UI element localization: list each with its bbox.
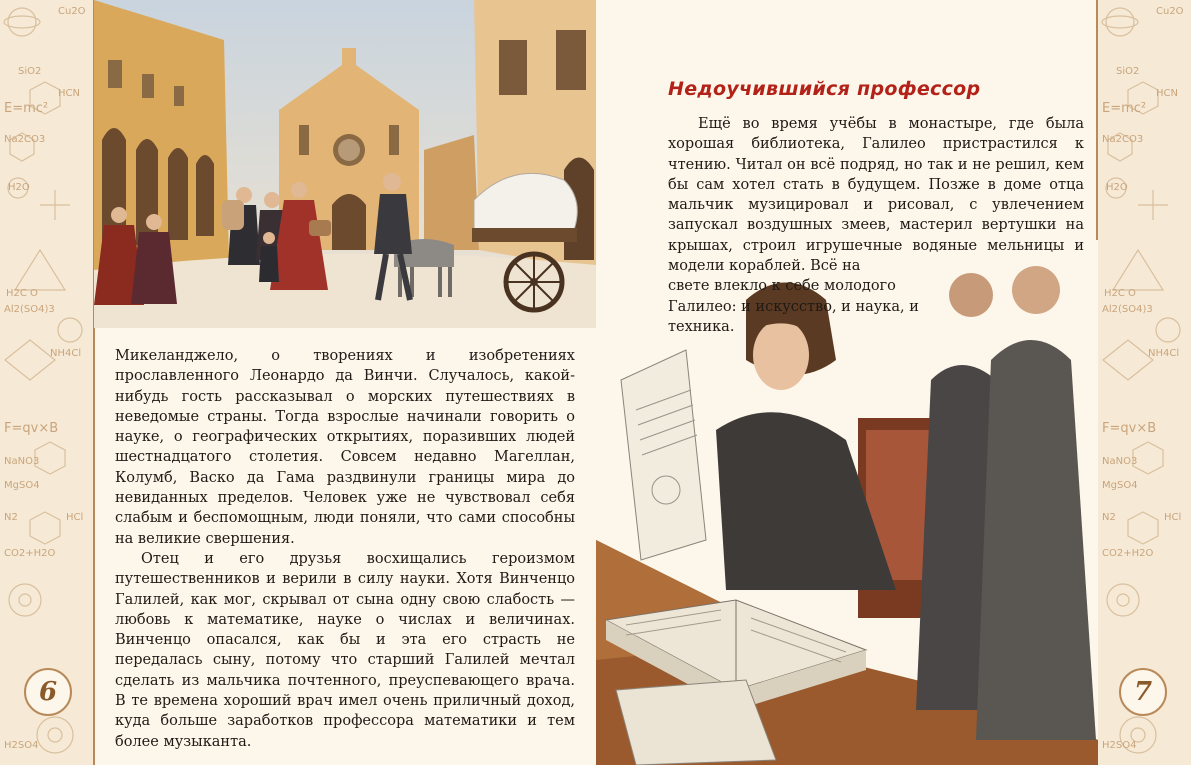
science-doodles-right <box>1098 0 1191 765</box>
left-page-text <box>115 346 575 752</box>
margin-formula: E=mc² <box>1102 101 1147 116</box>
section-heading: Недоучившийся профессор <box>668 78 981 100</box>
margin-formula: N2 <box>4 512 18 523</box>
margin-formula: F=qv×B <box>4 421 59 436</box>
margin-formula: SiO2 <box>18 66 42 77</box>
page-number-right: 7 <box>1119 668 1167 716</box>
right-margin-decoration <box>1096 0 1191 765</box>
margin-formula: Na2CO3 <box>1102 134 1144 145</box>
margin-formula: HCl <box>66 512 84 523</box>
margin-formula: N2 <box>1102 512 1116 523</box>
margin-formula: MgSO4 <box>1102 480 1138 491</box>
margin-formula: HCN <box>58 88 80 99</box>
paragraph-tail: свете влекло к себе молодого Галилео: и искусство, и наука, и техника. <box>668 278 919 335</box>
margin-formula: H2SO4 <box>1102 740 1137 751</box>
margin-formula: HCN <box>1156 88 1178 99</box>
street-scene-illustration <box>94 0 596 328</box>
margin-formula: H2C O <box>1104 288 1136 299</box>
margin-formula: MgSO4 <box>4 480 40 491</box>
margin-formula: Na2CO3 <box>4 134 46 145</box>
margin-formula: NaNO3 <box>1102 456 1138 467</box>
margin-formula: H2C O <box>6 288 38 299</box>
margin-formula: Al2(SO4)3 <box>1102 304 1153 315</box>
margin-formula: Cu2O <box>1156 6 1184 17</box>
margin-formula: H2SO4 <box>4 740 39 751</box>
margin-formula: H2O <box>1106 182 1128 193</box>
margin-formula: SiO2 <box>1116 66 1140 77</box>
margin-formula: F=qv×B <box>1102 421 1157 436</box>
margin-formula: NaNO3 <box>4 456 40 467</box>
margin-formula: HCl <box>1164 512 1182 523</box>
paragraph: Ещё во время учёбы в монастыре, где была хорошая библиотека, Галилео пристрастился к чтению. Читал он всё подряд, но так и не решил, кем бы сам хотел стать в будущем. Позже в доме отца мальчик музицировал и рисовал, с увлечением запускал воздушных змеев, мастерил вертушки на крышах, строил игрушечные водяные мельницы и модели кораблей. Всё на <box>668 116 1084 275</box>
margin-formula: CO2+H2O <box>4 548 56 559</box>
margin-formula: NH4Cl <box>50 348 82 359</box>
margin-formula: CO2+H2O <box>1102 548 1154 559</box>
paragraph: Микеланджело, о творениях и изобретениях прославленного Леонардо да Винчи. Случалось, какой-нибудь гость рассказывал о морских путешествиях в неведомые страны. Тогда взрослые начинали говорить о науке, о географических открытиях, поразивших людей шестнадцатого столетия. Совсем недавно Магеллан, Колумб, Васко да Гама раздвинули границы мира до невиданных пределов. Человек уже не чувствовал себя слабым и беспомощным, люди поняли, что сами способны на великие свершения. <box>115 348 575 547</box>
margin-formula: Cu2O <box>58 6 86 17</box>
science-doodles-left <box>0 0 93 765</box>
paragraph: Отец и его друзья восхищались героизмом путешественников и верили в силу науки. Хотя Винченцо Галилей, как мог, скрывал от сына одну свою слабость — любовь к математике, науке о числах и величинах. Винченцо опасался, как бы и эта его страсть не передалась сыну, потому что старший Галилей мечтал сделать из мальчика почтенного, преуспевающего врача. В те времена хороший врач имел очень приличный доход, куда больше заработков профессора математики и тем более музыканта. <box>115 550 575 750</box>
right-page-text <box>668 114 1084 337</box>
margin-formula: E=mc² <box>4 101 49 116</box>
left-margin-decoration <box>0 0 95 765</box>
page-number-left: 6 <box>24 668 72 716</box>
margin-formula: H2O <box>8 182 30 193</box>
margin-formula: NH4Cl <box>1148 348 1180 359</box>
margin-formula: Al2(SO4)3 <box>4 304 55 315</box>
